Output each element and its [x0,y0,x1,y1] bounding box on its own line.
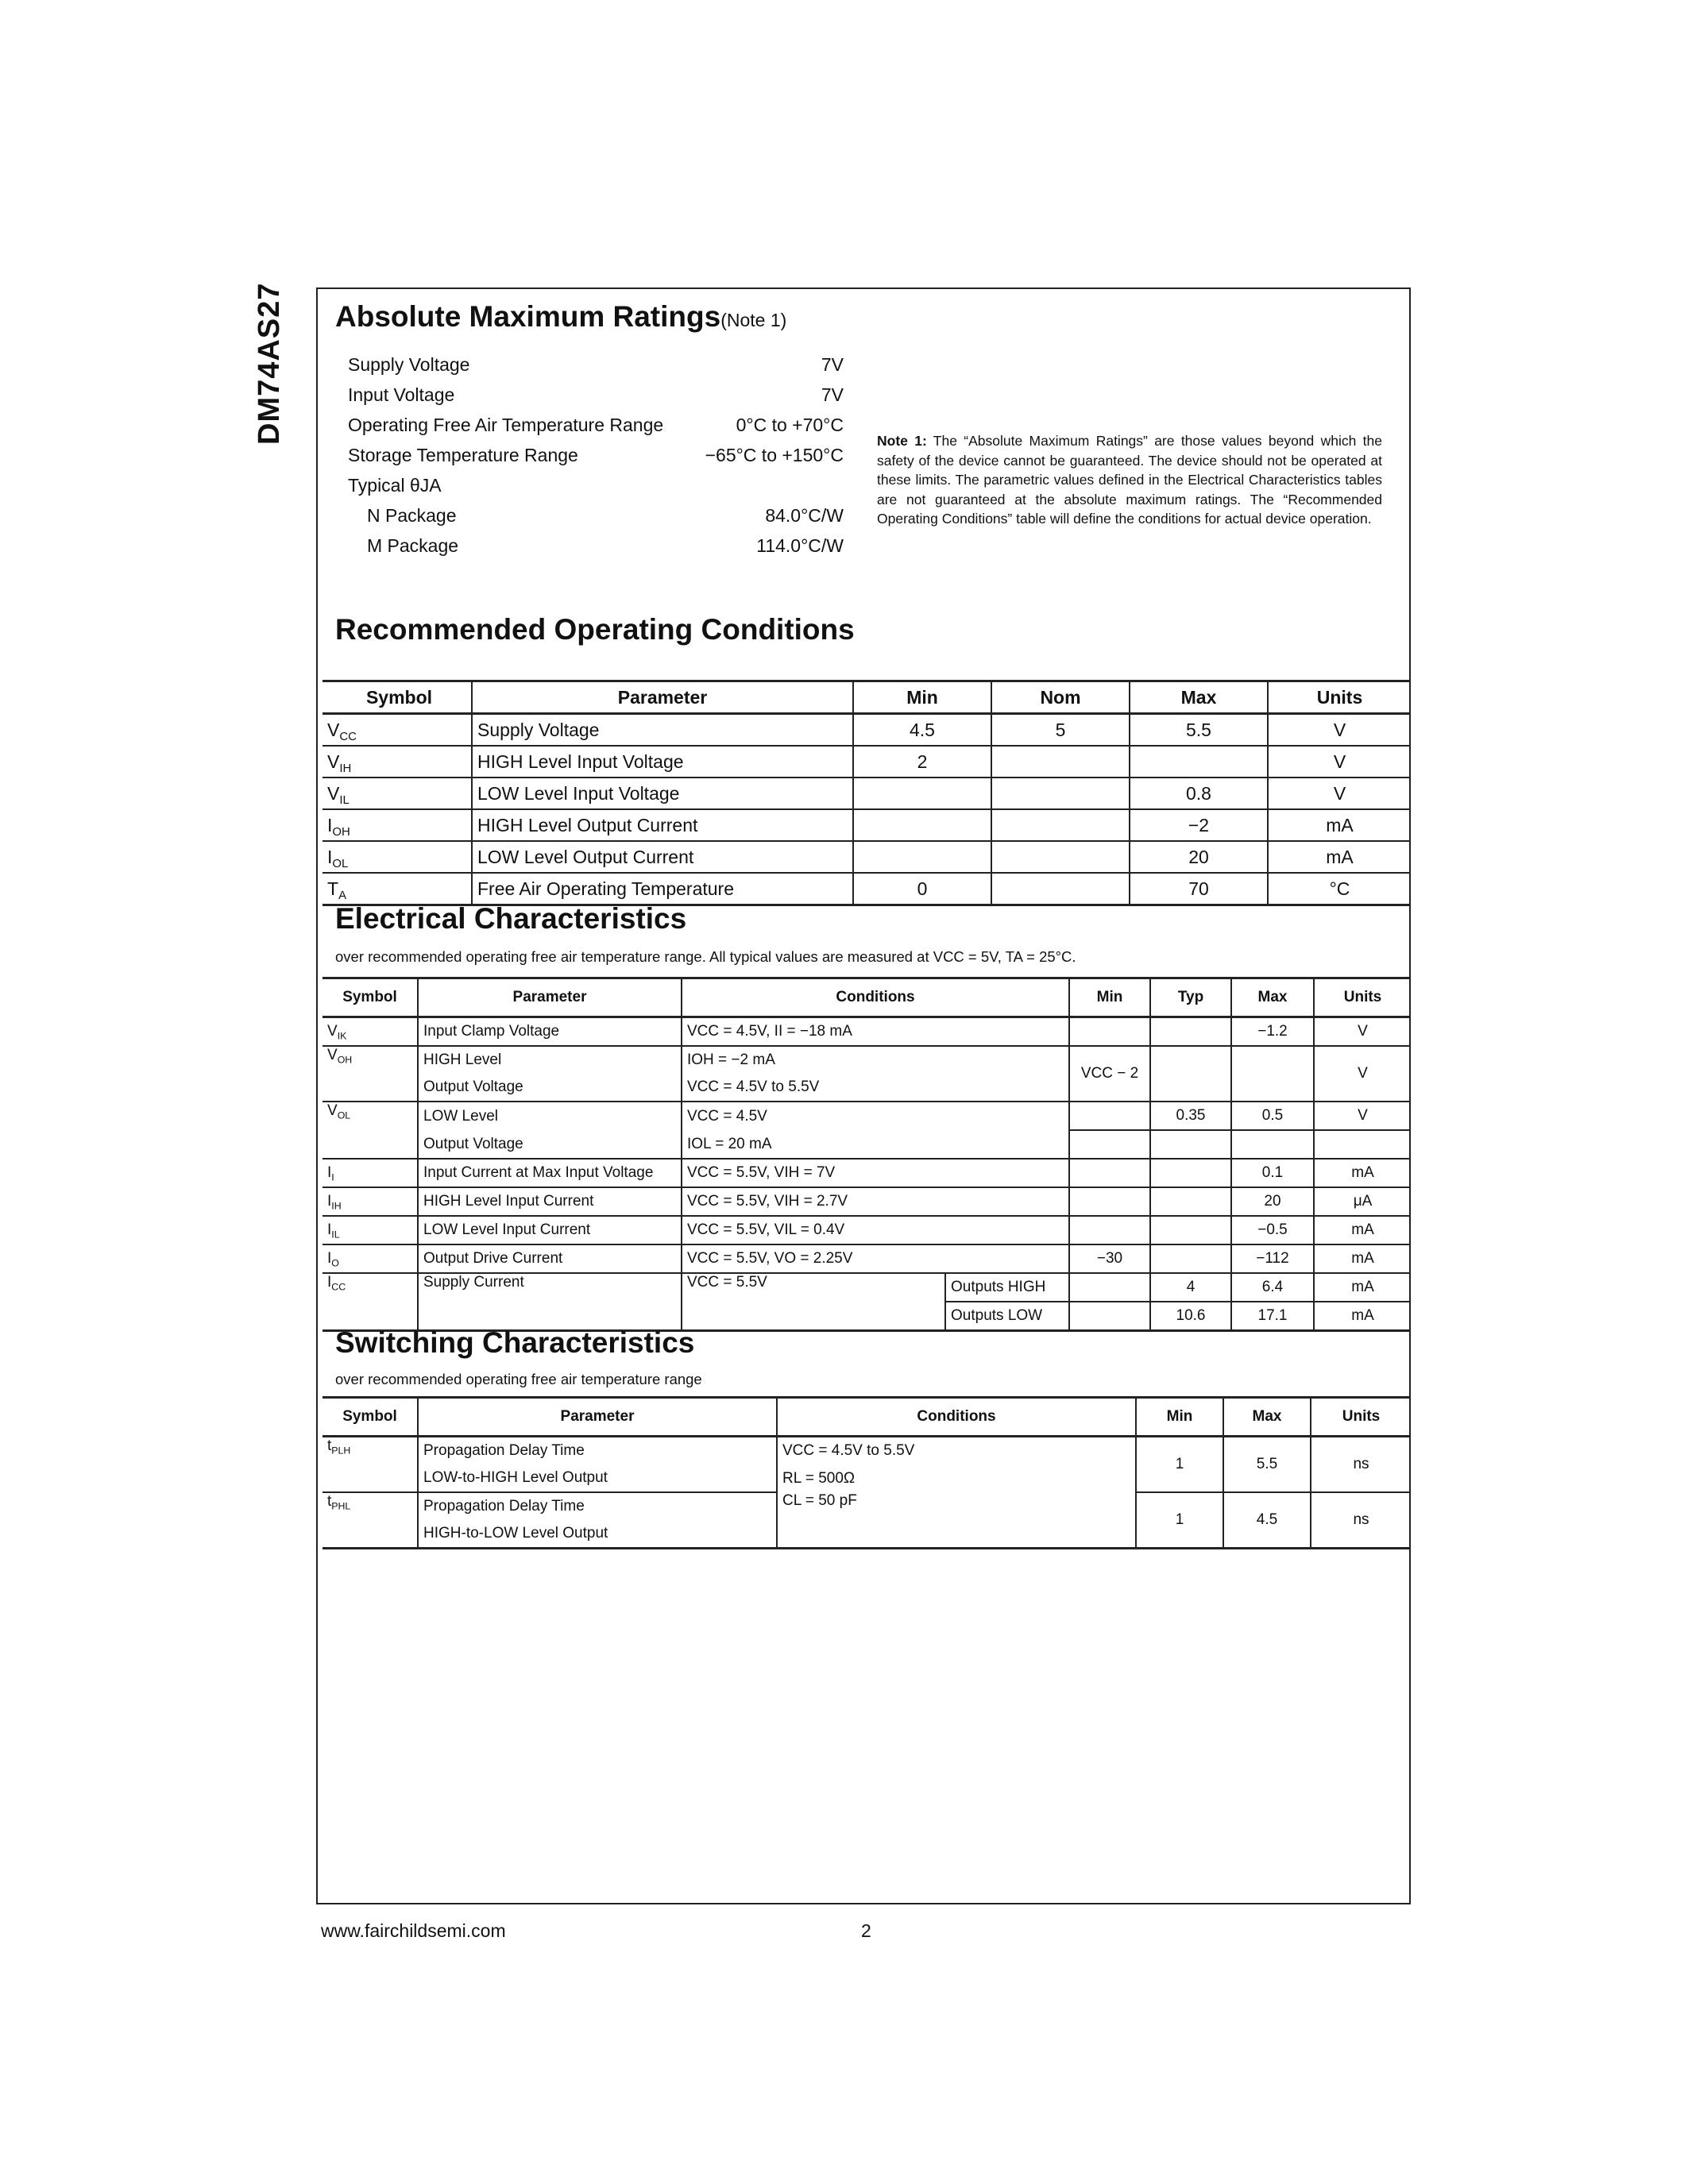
sc-header: Symbol [323,1398,418,1437]
roc-symbol: $I_{OL}$ [323,841,472,873]
ec-header: Conditions [682,978,1069,1017]
roc-units: mA [1268,809,1411,841]
roc-nom: 5 [991,714,1130,747]
ec-header: Max [1231,978,1314,1017]
roc-param: Free Air Operating Temperature [472,873,853,905]
sc-param: HIGH-to-LOW Level Output [418,1520,777,1549]
ec-typ [1150,1159,1231,1187]
ec-max: 20 [1231,1187,1314,1216]
ec-param: HIGH Level [418,1046,682,1074]
amr-title [335,300,786,334]
ec-typ [1150,1244,1231,1273]
roc-header: Max [1130,681,1268,714]
sc-header: Parameter [418,1398,777,1437]
ec-typ [1150,1216,1231,1244]
ec-max: 0.1 [1231,1159,1314,1187]
roc-max: 0.8 [1130,778,1268,809]
ec-typ [1150,1130,1231,1159]
ec-max: 6.4 [1231,1273,1314,1302]
ec-title: Electrical Characteristics [335,902,687,935]
roc-header: Nom [991,681,1130,714]
ec-param: Input Clamp Voltage [418,1017,682,1047]
amr-note-ref: (Note 1) [720,310,787,330]
sc-units: ns [1311,1492,1411,1549]
table-row [323,1216,1411,1244]
sc-table [323,1396,1411,1549]
ec-header: Parameter [418,978,682,1017]
ec-min [1069,1302,1150,1331]
roc-symbol: $V_{CC}$ [323,714,472,747]
sc-cond: VCC = 4.5V to 5.5V [777,1437,1136,1465]
sc-min: 1 [1136,1437,1223,1493]
ec-symbol: $I_{IH}$ [323,1187,418,1216]
ec-typ: 4 [1150,1273,1231,1302]
sc-units: ns [1311,1437,1411,1493]
sc-param: LOW-to-HIGH Level Output [418,1464,777,1492]
ec-max: −1.2 [1231,1017,1314,1047]
note-text: The “Absolute Maximum Ratings” are those values beyond which the safety of the device cannot be guaranteed. The device should not be operated at these limits. The parametric values defined in the Electrical Characteristics tables are not guaranteed at the absolute maximum ratings. The “Recommended Operating Conditions” table will define the conditions for actual device operation. [877,433,1383,527]
amr-value: 7V [821,354,844,375]
roc-units: °C [1268,873,1411,905]
ec-symbol: $V_{IK}$ [323,1017,418,1047]
ec-cond: VCC = 4.5V to 5.5V [682,1074,1069,1102]
ec-min: VCC − 2 [1069,1046,1150,1102]
ec-symbol: $I_O$ [323,1244,418,1273]
amr-value: 7V [821,384,844,405]
table-row [323,778,1411,809]
ec-subcond: Outputs LOW [945,1302,1069,1331]
ec-header: Min [1069,978,1150,1017]
ec-units: mA [1314,1159,1411,1187]
roc-header: Parameter [472,681,853,714]
ec-param: LOW Level Input Current [418,1216,682,1244]
roc-header: Units [1268,681,1411,714]
ec-units: mA [1314,1302,1411,1331]
amr-label: N Package [367,505,457,526]
ec-typ [1150,1017,1231,1047]
sc-header-row [323,1398,1411,1437]
ec-header-row [323,978,1411,1017]
ec-cond: VCC = 5.5V, VIL = 0.4V [682,1216,1069,1244]
ec-min [1069,1102,1150,1130]
sc-max: 5.5 [1223,1437,1311,1493]
table-row [323,841,1411,873]
sc-header: Min [1136,1398,1223,1437]
amr-label: Storage Temperature Range [348,445,578,465]
sc-title: Switching Characteristics [335,1326,695,1359]
ec-param: Output Voltage [418,1130,682,1159]
roc-max: 5.5 [1130,714,1268,747]
roc-min [853,809,991,841]
table-row [323,1244,1411,1273]
ec-max: 0.5 [1231,1102,1314,1130]
table-row [323,1187,1411,1216]
ec-symbol: $I_I$ [323,1159,418,1187]
amr-label: Typical θJA [348,475,442,496]
sc-header: Conditions [777,1398,1136,1437]
roc-param: HIGH Level Input Voltage [472,746,853,778]
ec-param: Output Drive Current [418,1244,682,1273]
table-row [323,1273,1411,1302]
ec-cond: VCC = 5.5V, VIH = 2.7V [682,1187,1069,1216]
amr-row [348,475,844,504]
ec-header: Units [1314,978,1411,1017]
amr-row [348,415,844,443]
amr-value: 0°C to +70°C [736,415,844,435]
ec-units: V [1314,1017,1411,1047]
roc-units: V [1268,746,1411,778]
roc-symbol: $V_{IL}$ [323,778,472,809]
ec-min [1069,1273,1150,1302]
ec-min [1069,1017,1150,1047]
table-row [323,1046,1411,1074]
amr-value: 84.0°C/W [765,505,844,526]
ec-typ: 0.35 [1150,1102,1231,1130]
ec-param: LOW Level [418,1102,682,1130]
roc-header-row [323,681,1411,714]
ec-table [323,977,1411,1332]
ec-header: Typ [1150,978,1231,1017]
ec-min [1069,1159,1150,1187]
ec-max: −0.5 [1231,1216,1314,1244]
roc-max: −2 [1130,809,1268,841]
sc-header: Max [1223,1398,1311,1437]
amr-row [348,445,844,473]
table-row [323,809,1411,841]
roc-max [1130,746,1268,778]
roc-nom [991,809,1130,841]
amr-value: −65°C to +150°C [705,445,844,465]
roc-nom [991,746,1130,778]
ec-symbol: $V_{OL}$ [323,1102,418,1159]
ec-units: V [1314,1046,1411,1102]
ec-units [1314,1130,1411,1159]
ec-cond: VCC = 5.5V, VIH = 7V [682,1159,1069,1187]
roc-param: HIGH Level Output Current [472,809,853,841]
roc-units: mA [1268,841,1411,873]
amr-label: Input Voltage [348,384,455,405]
roc-title: Recommended Operating Conditions [335,613,855,646]
ec-max: −112 [1231,1244,1314,1273]
ec-units: μA [1314,1187,1411,1216]
table-row [323,1102,1411,1130]
ec-units: mA [1314,1273,1411,1302]
ec-param: HIGH Level Input Current [418,1187,682,1216]
roc-min: 0 [853,873,991,905]
ec-min [1069,1130,1150,1159]
ec-symbol: $I_{CC}$ [323,1273,418,1331]
sc-max: 4.5 [1223,1492,1311,1549]
amr-label: Operating Free Air Temperature Range [348,415,664,435]
ec-max [1231,1046,1314,1102]
amr-row [348,354,844,383]
roc-max: 70 [1130,873,1268,905]
ec-cond: IOL = 20 mA [682,1130,1069,1159]
ec-symbol: $V_{OH}$ [323,1046,418,1102]
ec-header: Symbol [323,978,418,1017]
table-row [323,714,1411,747]
roc-nom [991,841,1130,873]
amr-row [348,505,844,534]
ec-cond: VCC = 4.5V [682,1102,1069,1130]
roc-nom [991,778,1130,809]
amr-title-text: Absolute Maximum Ratings [335,300,721,333]
ec-cond: VCC = 4.5V, II = −18 mA [682,1017,1069,1047]
roc-min [853,841,991,873]
ec-cond: IOH = −2 mA [682,1046,1069,1074]
ec-max: 17.1 [1231,1302,1314,1331]
page-number: 2 [861,1920,871,1941]
sc-header: Units [1311,1398,1411,1437]
roc-min: 4.5 [853,714,991,747]
amr-row [348,535,844,564]
sc-param: Propagation Delay Time [418,1492,777,1520]
roc-param: LOW Level Output Current [472,841,853,873]
roc-min: 2 [853,746,991,778]
ec-cond: VCC = 5.5V [682,1273,945,1331]
footer-url[interactable]: www.fairchildsemi.com [321,1920,506,1941]
roc-param: Supply Voltage [472,714,853,747]
ec-param: Input Current at Max Input Voltage [418,1159,682,1187]
table-row [323,873,1411,905]
ec-param: Output Voltage [418,1074,682,1102]
roc-nom [991,873,1130,905]
sc-param: Propagation Delay Time [418,1437,777,1465]
sc-caption: over recommended operating free air temperature range [335,1371,702,1387]
table-row [323,1017,1411,1047]
ec-subcond: Outputs HIGH [945,1273,1069,1302]
ec-min [1069,1187,1150,1216]
sc-symbol: $t_{PLH}$ [323,1437,418,1493]
roc-units: V [1268,714,1411,747]
roc-header: Min [853,681,991,714]
ec-typ [1150,1187,1231,1216]
ec-min [1069,1216,1150,1244]
amr-value: 114.0°C/W [756,535,844,556]
ec-units: mA [1314,1216,1411,1244]
sc-min: 1 [1136,1492,1223,1549]
roc-symbol: $T_A$ [323,873,472,905]
ec-typ: 10.6 [1150,1302,1231,1331]
ec-units: mA [1314,1244,1411,1273]
roc-max: 20 [1130,841,1268,873]
ec-caption: over recommended operating free air temperature range. All typical values are measured at VCC = 5V, TA = 25°C. [335,948,1076,965]
roc-symbol: $V_{IH}$ [323,746,472,778]
amr-label: M Package [367,535,459,556]
amr-row [348,384,844,413]
table-row [323,1159,1411,1187]
table-row [323,1437,1411,1465]
side-part-number: DM74AS27 [253,282,286,445]
roc-min [853,778,991,809]
roc-table [323,680,1411,906]
roc-units: V [1268,778,1411,809]
ec-param: Supply Current [418,1273,682,1331]
table-row [323,1130,1411,1159]
sc-cond: CL = 50 pF [777,1492,1136,1549]
ec-typ [1150,1046,1231,1102]
note-label: Note 1: [877,433,927,449]
ec-cond: VCC = 5.5V, VO = 2.25V [682,1244,1069,1273]
ec-max [1231,1130,1314,1159]
amr-label: Supply Voltage [348,354,470,375]
sc-symbol: $t_{PHL}$ [323,1492,418,1549]
ec-min: −30 [1069,1244,1150,1273]
roc-param: LOW Level Input Voltage [472,778,853,809]
roc-symbol: $I_{OH}$ [323,809,472,841]
table-row [323,1492,1411,1520]
table-row [323,746,1411,778]
note-1 [877,431,1382,529]
sc-cond: RL = 500Ω [777,1464,1136,1492]
roc-header: Symbol [323,681,472,714]
ec-units: V [1314,1102,1411,1130]
ec-symbol: $I_{IL}$ [323,1216,418,1244]
